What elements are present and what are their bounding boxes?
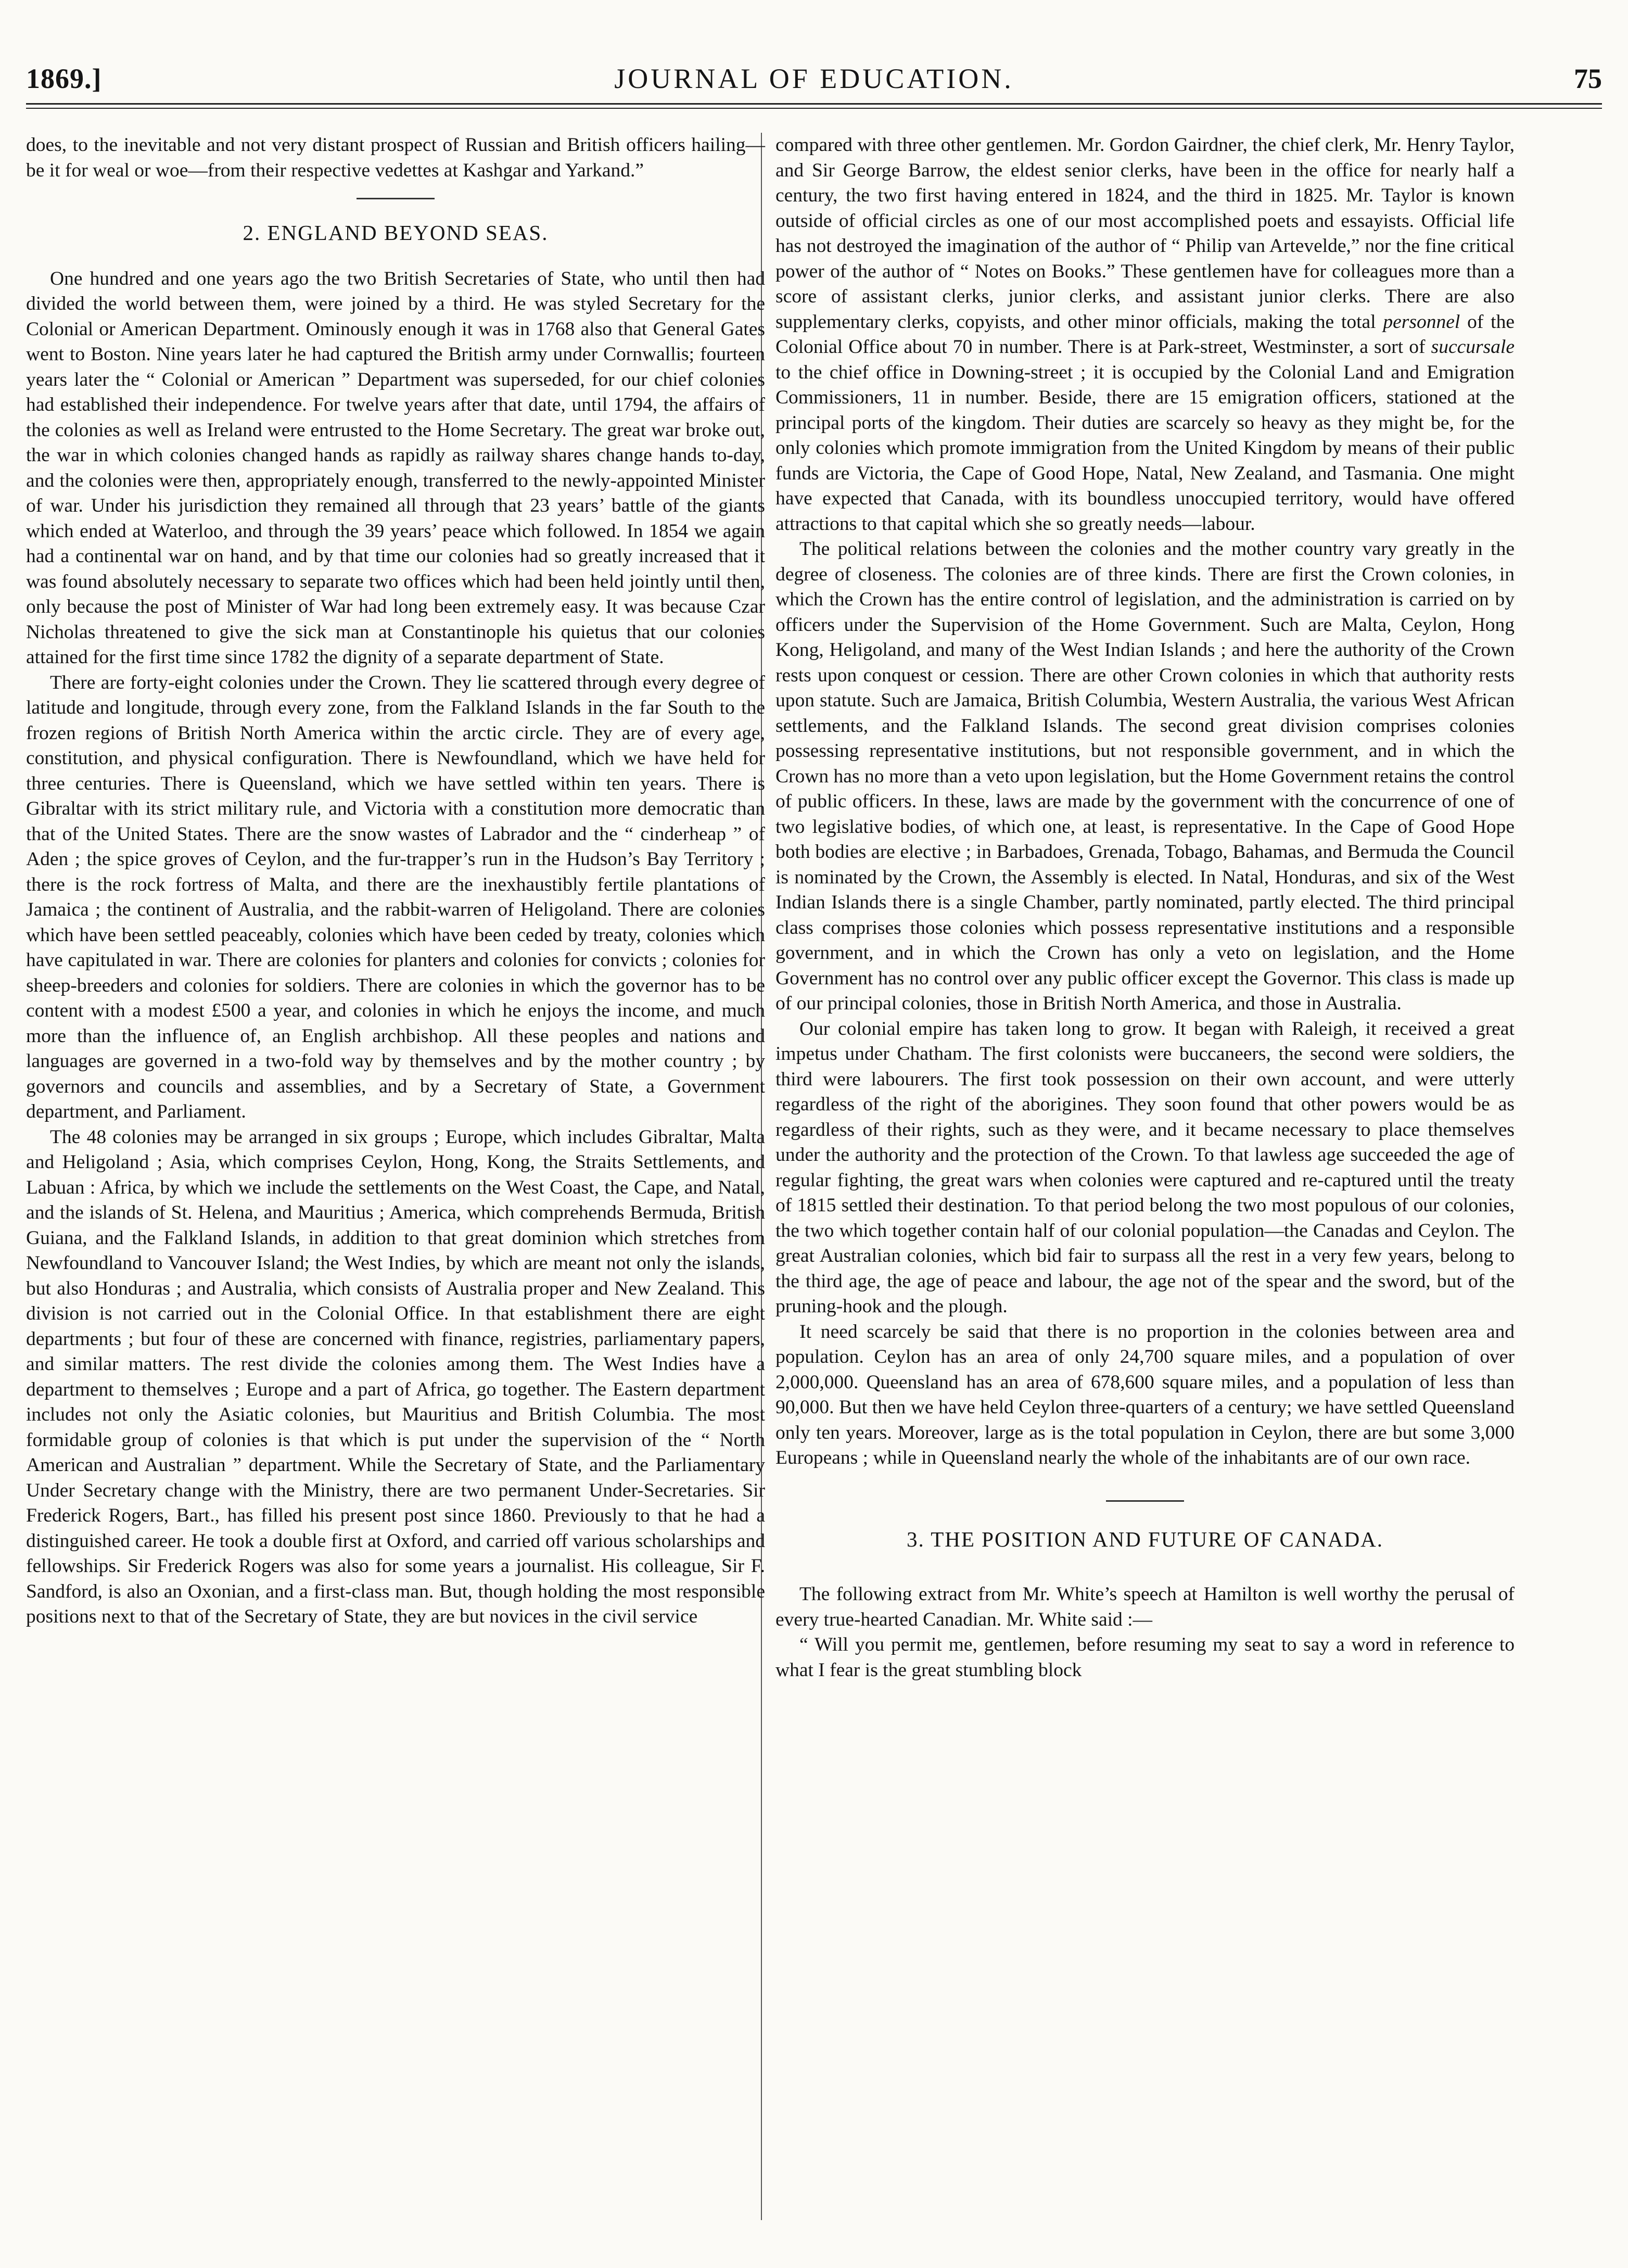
italic-term: succursale bbox=[1431, 336, 1515, 358]
text-run: of the Colonial Office about 70 in number. There is at Park-street, Westminster, a sort of bbox=[775, 311, 1515, 358]
paragraph: It need scarcely be said that there is no proportion in the colonies between area and population. Ceylon has an area of only 24,700 square miles, and a population of over 2,000,000. Queensland has an area of 678,600 square miles, and a population of less than 90,000. But then we have held Ceylon three-quarters of a century; we have settled Queensland only ten years. Moreover, large as is the total population in Ceylon, there are but some 3,000 Europeans ; while in Queensland nearly the whole of the inhabitants are of our own race. bbox=[775, 1321, 1515, 1468]
paragraph: One hundred and one years ago the two British Secretaries of State, who until then had divided the world between them, were joined by a third. He was styled Secretary for the Colonial or American Department. Ominously enough it was in 1768 also that General Gates went to Boston. Nine years later he had captured the British army under Cornwallis; fourteen years later the “ Colonial or American ” Department was superseded, for our chief colonies had established their independence. For twelve years after that date, until 1794, the affairs of the colonies as well as Ireland were entrusted to the Home Secretary. The great war broke out, the war in which colonies changed hands as rapidly as railway shares change hands to-day, and the colonies were then, appropriately enough, transferred to the newly-appointed Minister of war. Under his jurisdiction they remained all through that 23 years’ battle of the giants which ended at Waterloo, and through the 39 years’ peace which followed. In 1854 we again had a continental war on hand, and by that time our colonies had so greatly increased that it was found absolutely necessary to separate two offices which had been held jointly until then, only because the post of Minister of War had long been extremely easy. It was because Czar Nicholas threatened to give the sick man at Constantinople his quietus that our colonies attained for the first time since 1782 the dignity of a separate department of State. bbox=[26, 268, 765, 668]
header-rule-thin bbox=[26, 108, 1602, 109]
paragraph: Our colonial empire has taken long to grow. It began with Raleigh, it received a great impetus under Chatham. The first colonists were buccaneers, the second were soldiers, the third were labourers. The first took possession on their own account, and were utterly regardless of the right of the aborigines. They soon found that other powers would be as regardless of their rights, such as they were, and it became necessary to place themselves under the authority and the protection of the Crown. To that lawless age succeeded the age of regular fighting, the great wars when colonies were captured and re-captured until the treaty of 1815 settled their destination. To that period belong the two most populous of our colonies, the two which together contain half of our colonial population—the Canadas and Ceylon. The great Australian colonies, which bid fair to surpass all the rest in a very few years, belong to the third age, the age of peace and labour, the age not of the spear and the sword, but of the pruning-hook and the plough. bbox=[775, 1018, 1515, 1317]
header-year: 1869.] bbox=[26, 63, 102, 94]
section-rule bbox=[1106, 1500, 1184, 1502]
right-column bbox=[775, 133, 1515, 1683]
header-rule bbox=[26, 103, 1602, 105]
section-title-england: 2. ENGLAND BEYOND SEAS. bbox=[243, 221, 549, 245]
paragraph: The following extract from Mr. White’s speech at Hamilton is well worthy the perusal of every true-hearted Canadian. Mr. White said :— bbox=[775, 1583, 1515, 1630]
paragraph: The political relations between the colonies and the mother country vary greatly in the degree of closeness. The colonies are of three kinds. There are first the Crown colonies, in which the Crown has the entire control of legislation, and the administration is carried on by officers under the Supervision of the Home Government. Such are Malta, Ceylon, Hong Kong, Heligoland, and many of the West Indian Islands ; and here the authority of the Crown rests upon conquest or cession. There are other Crown colonies in which that authority rests upon statute. Such are Jamaica, British Columbia, Western Australia, the various West African settlements, and the Falkland Islands. The second great division comprises colonies possessing representative institutions, but not responsible government, and in which the Crown has no more than a veto upon legislation, but the Home Government retains the control of public officers. In these, laws are made by the government with the concurrence of one of two legislative bodies, of which one, at least, is representative. In the Cape of Good Hope both bodies are elective ; in Barbadoes, Grenada, Tobago, Bahamas, and Bermuda the Council is nominated by the Crown, the Assembly is elected. In Natal, Honduras, and six of the West Indian Islands there is a single Chamber, partly nominated, partly elected. The third principal class comprises those colonies which possess representative institutions and a responsible government, and in which the Crown has only a veto on legislation, and the Home Government has no control over any public officer except the Governor. This class is made up of our principal colonies, those in British North America, and those in Australia. bbox=[775, 538, 1515, 1014]
text-run: to the chief office in Downing-street ; it is occupied by the Colonial Land and Emigration Commissioners, 11 in number. Beside, there are 15 emigration officers, stationed at the principal ports of the kingdom. Their duties are scarcely so heavy as they might be, for the only colonies which promote immigration from the United Kingdom by means of their public funds are Victoria, the Cape of Good Hope, Natal, New Zealand, and Tasmania. One might have expected that Canada, with its boundless unoccupied territory, would have offered attractions to that capital which she so greatly needs—labour. bbox=[775, 361, 1515, 535]
page-header bbox=[26, 62, 1602, 104]
page-number: 75 bbox=[1574, 63, 1602, 94]
left-column bbox=[26, 133, 765, 1630]
paragraph: “ Will you permit me, gentlemen, before resuming my seat to say a word in reference to what I fear is the great stumbling block bbox=[775, 1634, 1515, 1681]
intro-continuation: does, to the inevitable and not very distant prospect of Russian and British officers hailing—be it for weal or woe—from their respective vedettes at Kashgar and Yarkand.” bbox=[26, 134, 765, 181]
section-title-canada: 3. THE POSITION AND FUTURE OF CANADA. bbox=[906, 1527, 1384, 1551]
section-rule bbox=[357, 198, 435, 199]
text-run: compared with three other gentlemen. Mr. Gordon Gairdner, the chief clerk, Mr. Henry Taylor, and Sir George Barrow, the eldest senior clerks, have been in the office for nearly half a century, the two first having entered in 1824, and the third in 1825. Mr. Taylor is known outside of official circles as one of our most accomplished poets and essayists. Official life has not destroyed the imagination of the author of “ Philip van Artevelde,” nor the fine critical power of the author of “ Notes on Books.” These gentlemen have for colleagues more than a score of assistant clerks, junior clerks, and assistant junior clerks. There are also supplementary clerks, copyists, and other minor officials, making the total bbox=[775, 134, 1515, 333]
paragraph: The 48 colonies may be arranged in six groups ; Europe, which includes Gibraltar, Malta and Heligoland ; Asia, which comprises Ceylon, Hong, Kong, the Straits Settlements, and Labuan : Africa, by which we include the settlements on the West Coast, the Cape, and Natal, and the islands of St. Helena, and Mauritius ; America, which comprehends Bermuda, British Guiana, and the Falkland Islands, in addition to that great dominion which stretches from Newfoundland to Vancouver Island; the West Indies, by which are meant not only the islands, but also Honduras ; and Australia, which consists of Australia proper and New Zealand. This division is not carried out in the Colonial Office. In that establishment there are eight departments ; but four of these are concerned with finance, registries, parliamentary papers, and similar matters. The rest divide the colonies among them. The West Indies have a department to themselves ; Europe and a part of Africa, go together. The Eastern department includes not only the Asiatic colonies, but Mauritius and British Columbia. The most formidable group of colonies is that which is put under the supervision of the “ North American and Australian ” department. While the Secretary of State, and the Parliamentary Under Secretary change with the Ministry, there are two permanent Under-Secretaries. Sir Frederick Rogers, Bart., has filled his present post since 1860. Previously to that he had a distinguished career. He took a double first at Oxford, and carried off various scholarships and fellowships. Sir Frederick Rogers was also for some years a journalist. His colleague, Sir F. Sandford, is also an Oxonian, and a first-class man. But, though holding the most responsible positions next to that of the Secretary of State, they are but novices in the civil service bbox=[26, 1126, 765, 1627]
journal-title: JOURNAL OF EDUCATION. bbox=[614, 63, 1014, 94]
paragraph: There are forty-eight colonies under the Crown. They lie scattered through every degree of latitude and longitude, through every zone, from the Falkland Islands in the far South to the frozen regions of British North America within the arctic circle. They are of every age, constitution, and physical configuration. There is Newfoundland, which we have held for three centuries. There is Queensland, which we have settled within ten years. There is Gibraltar with its strict military rule, and Victoria with a constitution more democratic than that of the United States. There are the snow wastes of Labrador and the “ cinderheap ” of Aden ; the spice groves of Ceylon, and the fur-trapper’s run in the Hudson’s Bay Territory ; there is the rock fortress of Malta, and there are the inexhaustibly fertile plantations of Jamaica ; the continent of Australia, and the rabbit-warren of Heligoland. There are colonies which have been settled peaceably, colonies which have been ceded by treaty, colonies which have capitulated in war. There are colonies for planters and colonies for convicts ; colonies for sheep-breeders and colonies for soldiers. There are colonies in which the governor has to be content with a modest £500 a year, and colonies in which he enjoys the income, and much more than the influence of, an English archbishop. All these peoples and nations and languages are governed in a two-fold way by themselves and by the mother country ; by governors and councils and assemblies, and by a Secretary of State, a Government department, and Parliament. bbox=[26, 671, 765, 1122]
italic-term: personnel bbox=[1383, 311, 1460, 333]
paragraph-continuation bbox=[775, 133, 1515, 537]
